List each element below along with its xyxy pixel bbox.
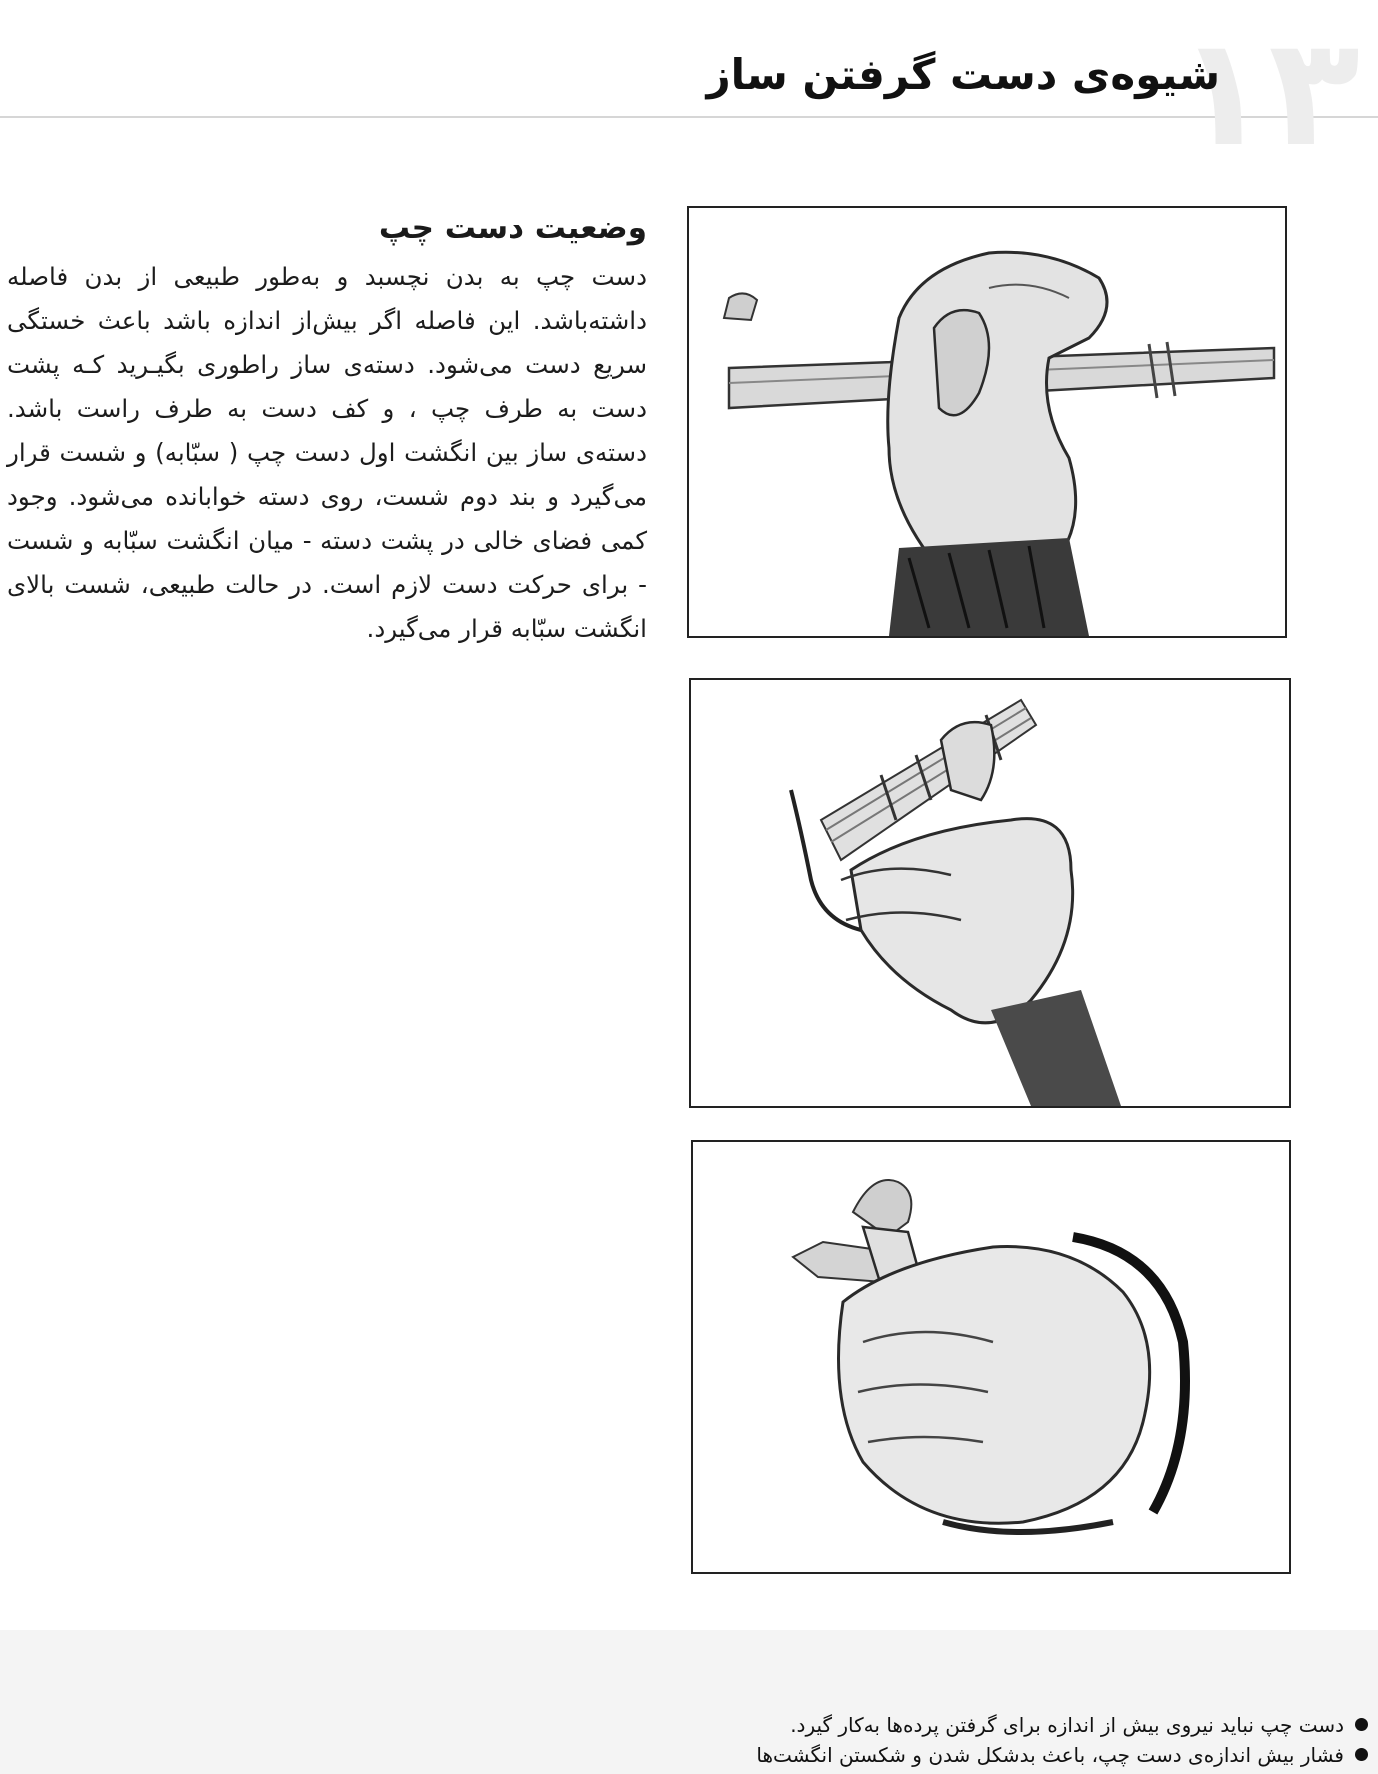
- hand-holding-instrument-neck-icon: [689, 208, 1285, 636]
- figure-hand-grip: [691, 1140, 1291, 1574]
- footer-notes: [368, 1710, 1368, 1770]
- hand-gripping-instrument-head-icon: [693, 1142, 1289, 1572]
- section-heading: وضعیت دست چپ: [378, 210, 647, 246]
- bullet-icon: [1355, 1718, 1368, 1731]
- footer-note: [368, 1710, 1368, 1740]
- body-paragraph: دست چپ به بدن نچسبد و به‌طور طبیعی از بدن فاصله داشته‌باشد. این فاصله اگر بیش‌از اندازه باشد باعث خستگی سریع دست می‌شود. دسته‌ی ساز راطوری بگیـرید کـه پشت دست به طرف چپ ، و کف دست به طرف راست باشد. دسته‌ی ساز بین انگشت اول دست چپ ( سبّابه) و شست قرار می‌گیرد و بند دوم شست، روی دسته خوابانده می‌شود. وجود کمی فضای خالی در پشت دسته - میان انگشت سبّابه و شست - برای حرکت دست لازم است. در حالت طبیعی، شست بالای انگشت سبّابه قرار می‌گیرد.: [7, 262, 647, 643]
- chapter-number: ۱۳: [1176, 6, 1360, 180]
- page-title: شیوه‌ی دست گرفتن ساز: [706, 50, 1220, 99]
- footer-note: [368, 1740, 1368, 1770]
- hand-fretting-strings-icon: [691, 680, 1289, 1106]
- footer-note-text: فشار بیش اندازه‌ی دست چپ، باعث بدشکل شدن و شکستن انگشت‌ها: [756, 1743, 1344, 1767]
- bullet-icon: [1355, 1748, 1368, 1761]
- figure-hand-frets: [689, 678, 1291, 1108]
- header-divider: [0, 116, 1378, 118]
- figure-hand-neck: [687, 206, 1287, 638]
- footer-note-text: دست چپ نباید نیروی بیش از اندازه برای گرفتن پرده‌ها به‌کار گیرد.: [790, 1713, 1344, 1737]
